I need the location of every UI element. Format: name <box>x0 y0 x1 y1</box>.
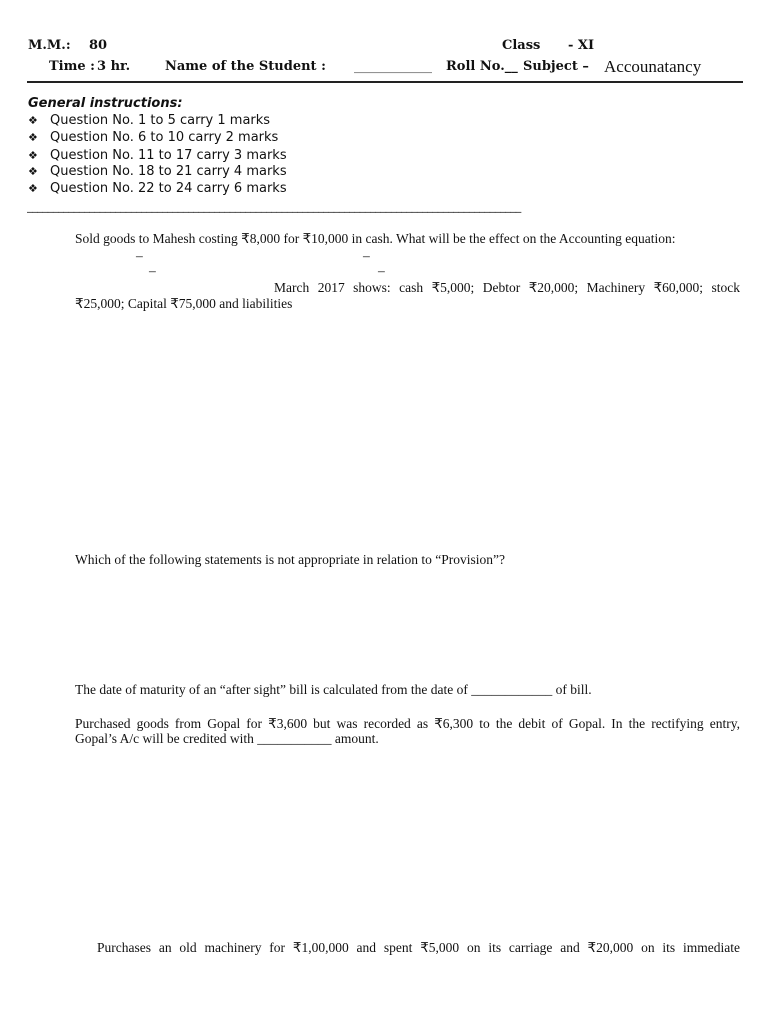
instruction-item: ❖ Question No. 6 to 10 carry 2 marks <box>28 130 279 145</box>
question-text: Sold goods to Mahesh costing ₹8,000 for ₹10,000 in cash. What will be the effect on the Accounting equation: <box>75 231 676 246</box>
question-text: The date of maturity of an “after sight” bill is calculated from the date of ____________ of bill. <box>75 682 592 697</box>
max-marks-label: M.M.: <box>28 38 71 53</box>
time-value: 3 hr. <box>97 59 131 74</box>
question-text-line: Gopal’s A/c will be credited with ___________ amount. <box>75 731 379 746</box>
question-text-line: March 2017 shows: cash ₹5,000; Debtor ₹20,000; Machinery ₹60,000; stock <box>274 280 740 295</box>
bullet-icon: ❖ <box>28 182 38 195</box>
bullet-icon: ❖ <box>28 131 38 144</box>
class-label: Class <box>502 38 541 53</box>
time-label: Time : <box>49 59 95 74</box>
bullet-icon: ❖ <box>28 114 38 127</box>
instructions-title: General instructions: <box>28 96 183 111</box>
question-text-line: Purchased goods from Gopal for ₹3,600 but was recorded as ₹6,300 to the debit of Gopal. In the rectifying entry, <box>75 716 740 731</box>
instructions-separator: _______________________________________________________________________________________________ <box>27 200 522 213</box>
student-name-blank: ____________ <box>354 59 432 74</box>
question-text-line: ₹25,000; Capital ₹75,000 and liabilities <box>75 296 293 311</box>
max-marks-value: 80 <box>89 38 108 53</box>
dash-mark: – <box>149 263 156 278</box>
question-text: Purchases an old machinery for ₹1,00,000 and spent ₹5,000 on its carriage and ₹20,000 on its immediate <box>97 940 740 955</box>
instruction-item: ❖ Question No. 22 to 24 carry 6 marks <box>28 181 287 196</box>
subject-value: Accounatancy <box>604 57 702 76</box>
student-name-label: Name of the Student : <box>165 59 326 74</box>
roll-number-label: Roll No.__ <box>446 59 518 74</box>
subject-label: Subject – <box>523 59 589 74</box>
instruction-item: ❖ Question No. 11 to 17 carry 3 marks <box>28 148 287 163</box>
header-divider <box>27 81 743 83</box>
instruction-item: ❖ Question No. 1 to 5 carry 1 marks <box>28 113 271 128</box>
instruction-item: ❖ Question No. 18 to 21 carry 4 marks <box>28 164 287 179</box>
bullet-icon: ❖ <box>28 165 38 178</box>
dash-mark: – <box>136 248 143 263</box>
dash-mark: – <box>378 263 385 278</box>
question-text: Which of the following statements is not appropriate in relation to “Provision”? <box>75 552 506 567</box>
class-value: - XI <box>568 38 595 53</box>
bullet-icon: ❖ <box>28 149 38 162</box>
dash-mark: – <box>363 248 370 263</box>
